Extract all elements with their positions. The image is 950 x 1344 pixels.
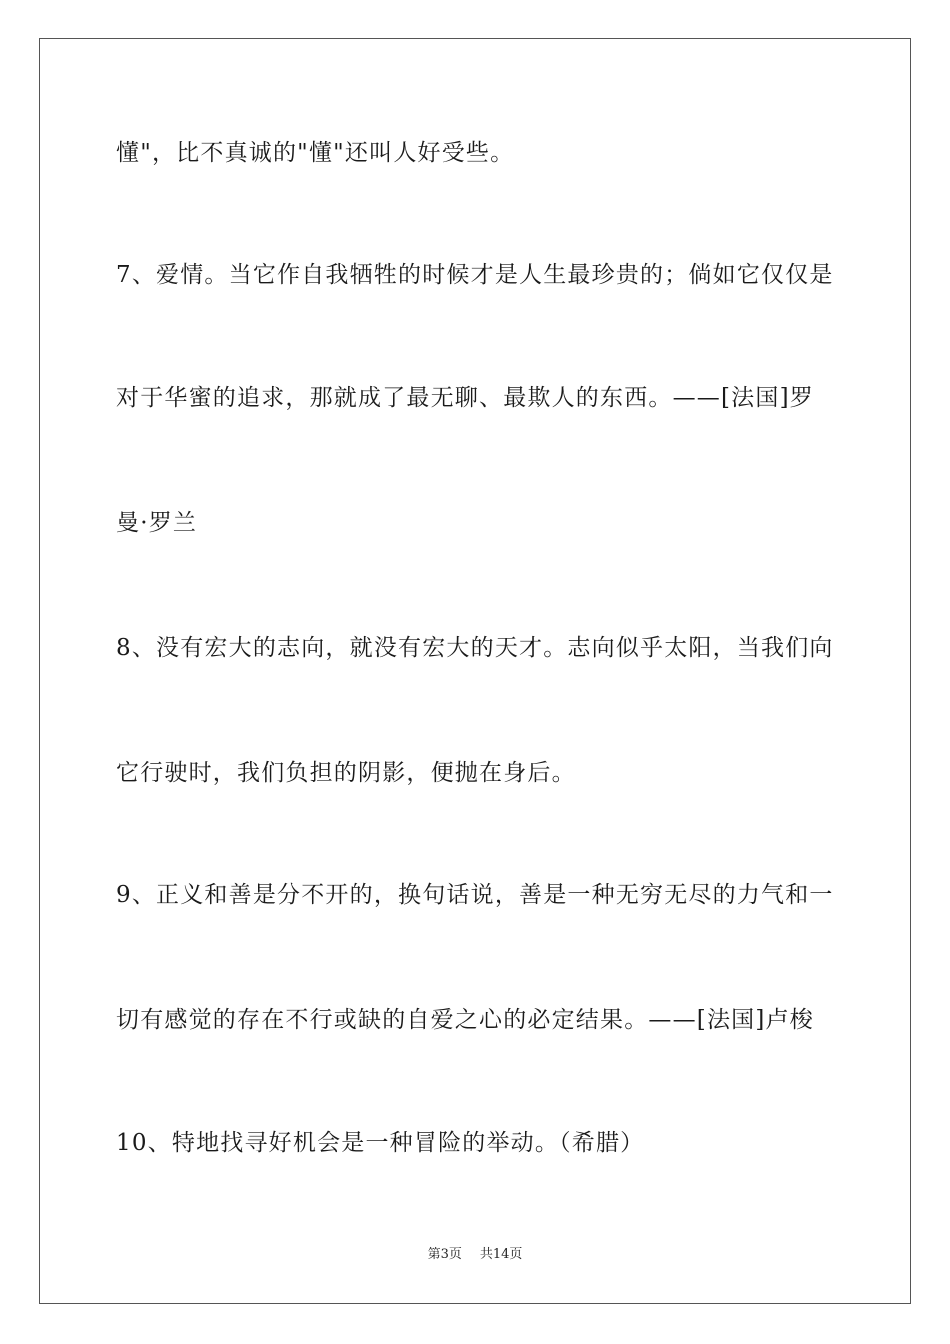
page-border <box>39 38 911 1304</box>
text-line: 它行驶时，我们负担的阴影，便抛在身后。 <box>116 760 576 786</box>
text-line: 9、正义和善是分不开的，换句话说，善是一种无穷无尽的力气和一 <box>116 882 834 908</box>
text-line: 切有感觉的存在不行或缺的自爱之心的必定结果。——[法国]卢梭 <box>116 1007 814 1033</box>
text-line: 10、特地找寻好机会是一种冒险的举动。（希腊） <box>116 1130 645 1156</box>
page-total: 共14页 <box>479 1247 523 1262</box>
text-line: 曼·罗兰 <box>116 510 198 536</box>
text-line: 懂"，比不真诚的"懂"还叫人好受些。 <box>116 140 515 166</box>
text-line: 对于华蜜的追求，那就成了最无聊、最欺人的东西。——[法国]罗 <box>116 385 814 411</box>
page-number: 第3页 <box>427 1247 462 1262</box>
text-line: 7、爱情。当它作自我牺牲的时候才是人生最珍贵的；倘如它仅仅是 <box>116 262 834 288</box>
text-line: 8、没有宏大的志向，就没有宏大的天才。志向似乎太阳，当我们向 <box>116 635 834 661</box>
page-footer <box>0 1246 950 1264</box>
